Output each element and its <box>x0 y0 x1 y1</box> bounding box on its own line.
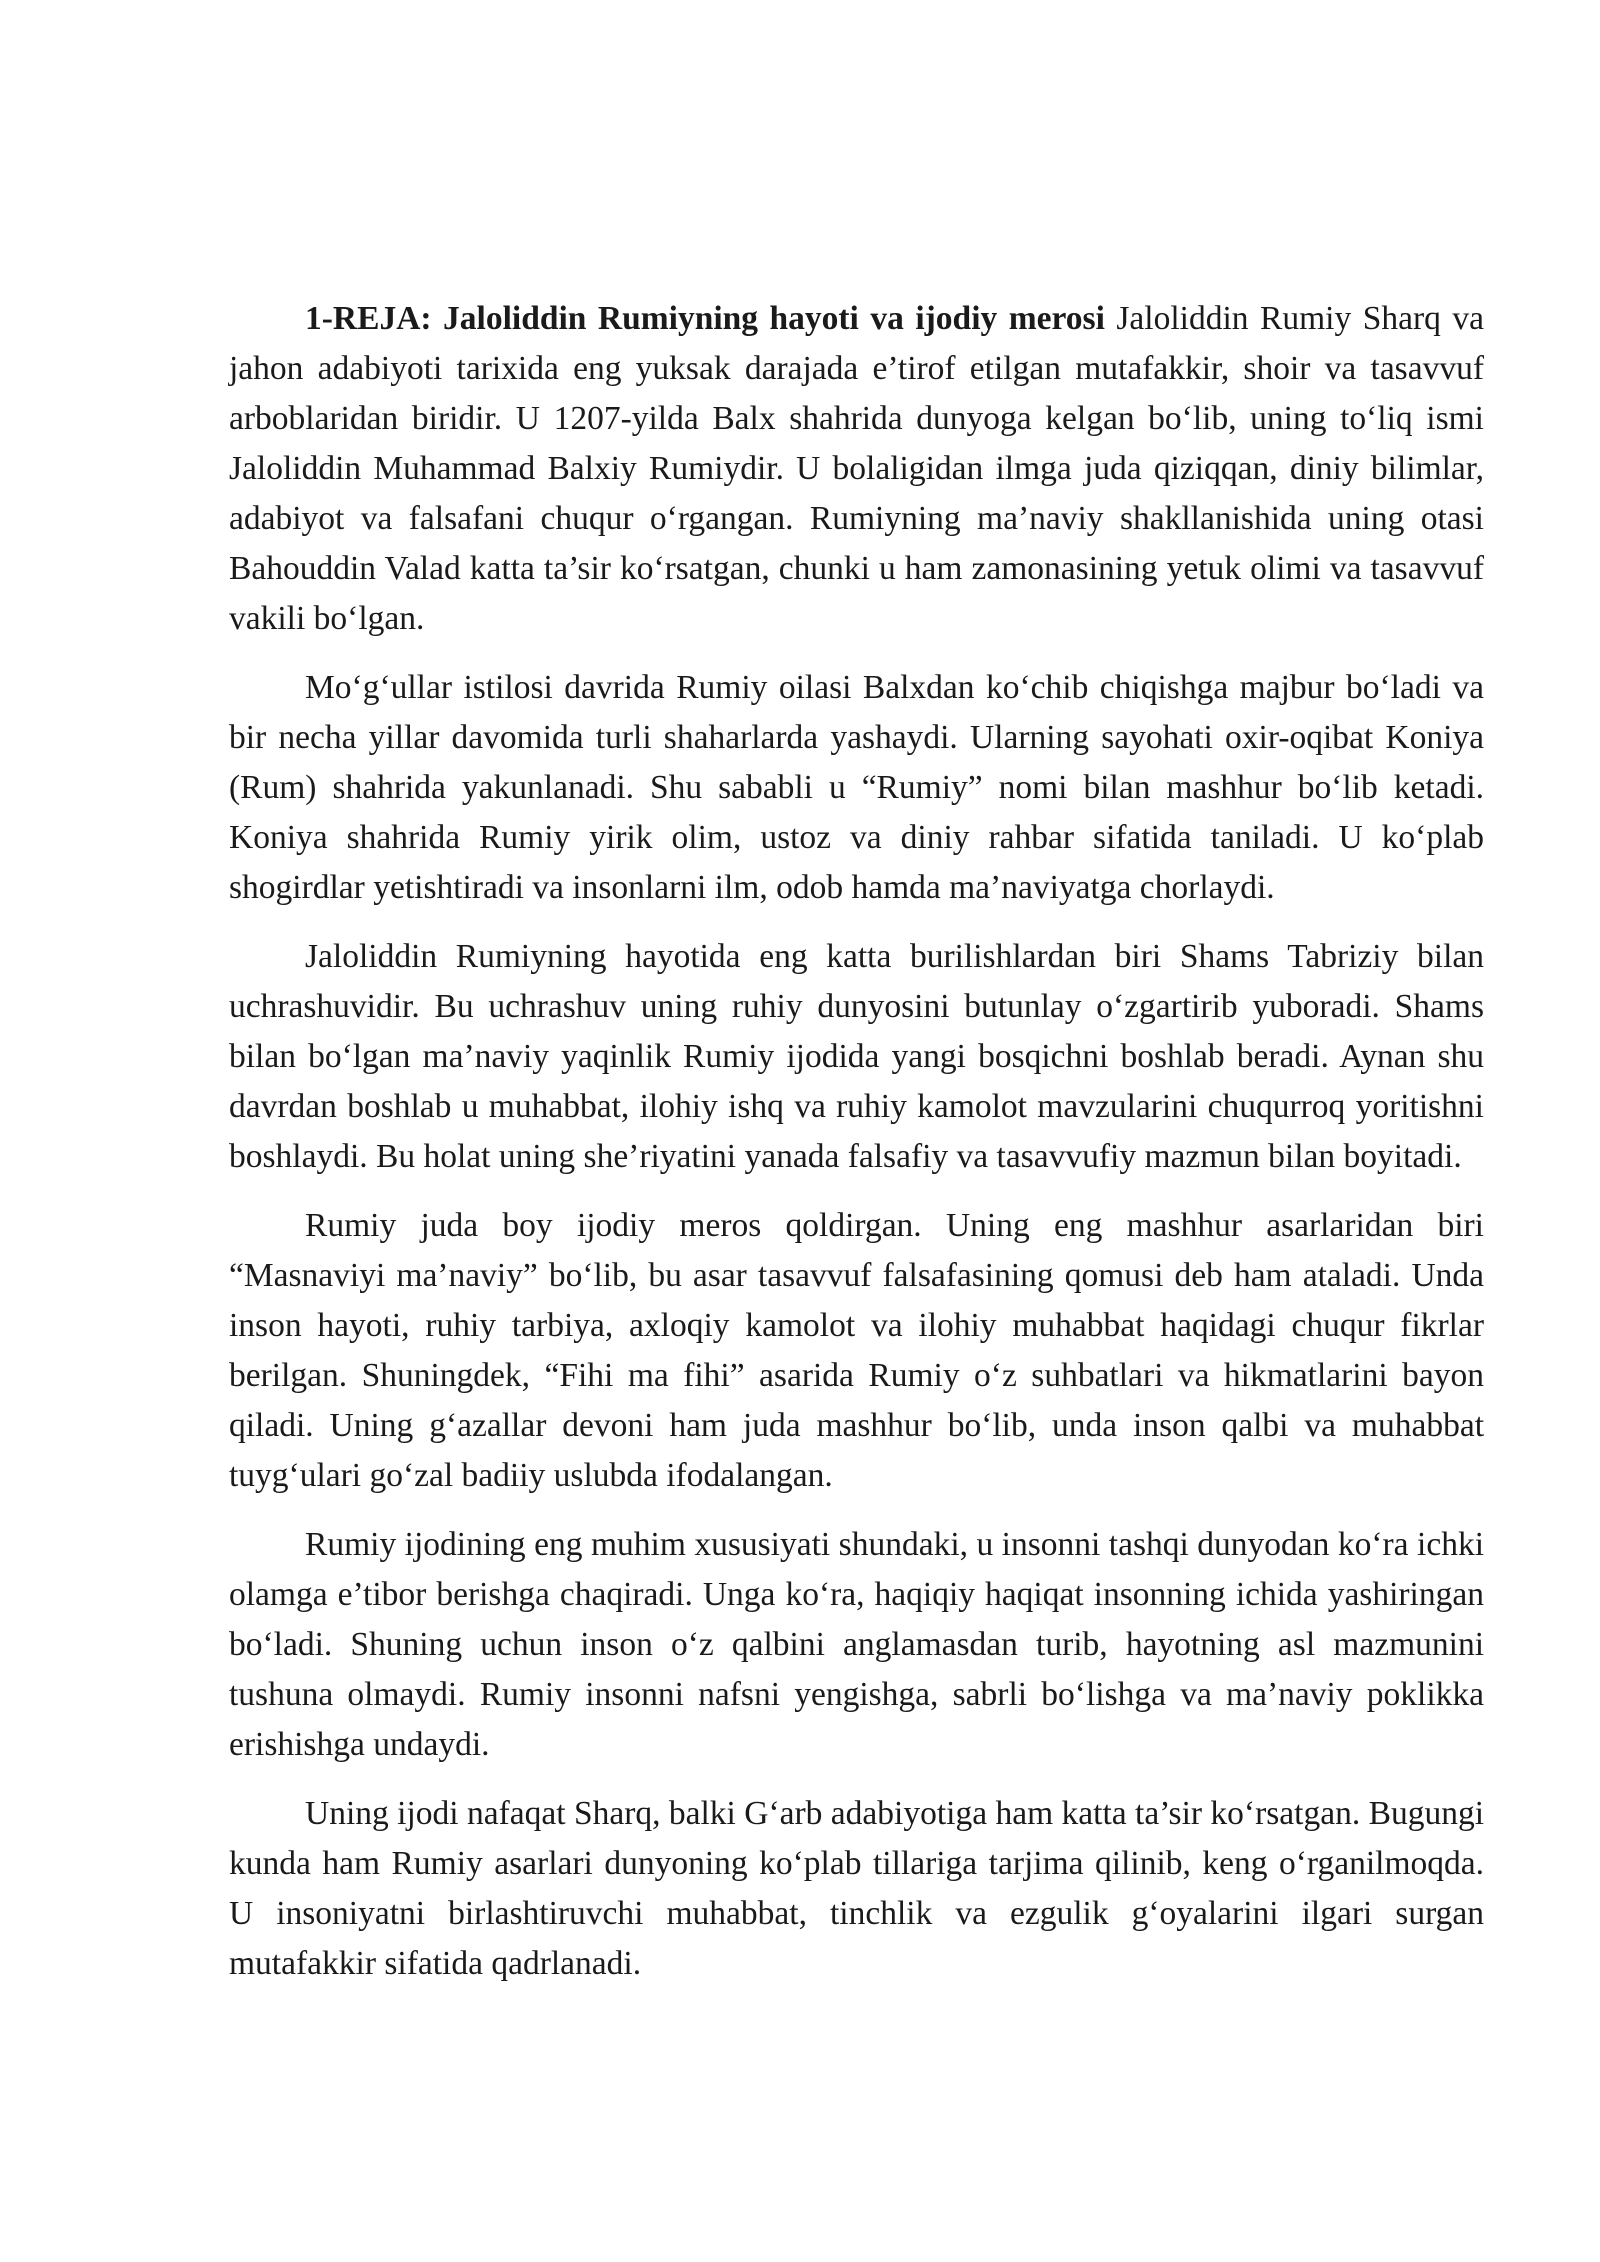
paragraph-1-text: Jaloliddin Rumiy Sharq va jahon adabiyoti tarixida eng yuksak darajada e’tirof etilgan mutafakkir, shoir va tasavvuf arboblaridan biridir. U 1207-yilda Balx shahrida dunyoga kelgan bo‘lib, uning to‘liq ismi Jaloliddin Muhammad Balxiy Rumiydir. U bolaligidan ilmga juda qiziqqan, diniy bilimlar, adabiyot va falsafani chuqur o‘rgangan. Rumiyning ma’naviy shakllanishida uning otasi Bahouddin Valad katta ta’sir ko‘rsatgan, chunki u ham zamonasining yetuk olimi va tasavvuf vakili bo‘lgan. <box>229 300 1485 637</box>
paragraph-3: Jaloliddin Rumiyning hayotida eng katta burilishlardan biri Shams Tabriziy bilan uchrashuvidir. Bu uchrashuv uning ruhiy dunyosini butunlay o‘zgartirib yuboradi. Shams bilan bo‘lgan ma’naviy yaqinlik Rumiy ijodida yangi bosqichni boshlab beradi. Aynan shu davrdan boshlab u muhabbat, ilohiy ishq va ruhiy kamolot mavzularini chuqurroq yoritishni boshlaydi. Bu holat uning she’riyatini yanada falsafiy va tasavvufiy mazmun bilan boyitadi. <box>229 938 1484 1175</box>
document-body <box>229 294 1484 2008</box>
paragraph-5: Rumiy ijodining eng muhim xususiyati shundaki, u insonni tashqi dunyodan ko‘ra ichki olamga e’tibor berishga chaqiradi. Unga ko‘ra, haqiqiy haqiqat insonning ichida yashiringan bo‘ladi. Shuning uchun inson o‘z qalbini anglamasdan turib, hayotning asl mazmunini tushuna olmaydi. Rumiy insonni nafsni yengishga, sabrli bo‘lishga va ma’naviy poklikka erishishga undaydi. <box>229 1526 1484 1763</box>
paragraph-6: Uning ijodi nafaqat Sharq, balki G‘arb adabiyotiga ham katta ta’sir ko‘rsatgan. Bugungi kunda ham Rumiy asarlari dunyoning ko‘plab tillariga tarjima qilinib, keng o‘rganilmoqda. U insoniyatni birlashtiruvchi muhabbat, tinchlik va ezgulik g‘oyalarini ilgari surgan mutafakkir sifatida qadrlanadi. <box>229 1795 1484 1982</box>
paragraph-1 <box>229 294 1484 644</box>
plan-heading: 1-REJA: Jaloliddin Rumiyning hayoti va ijodiy merosi <box>305 300 1105 337</box>
paragraph-2: Mo‘g‘ullar istilosi davrida Rumiy oilasi Balxdan ko‘chib chiqishga majbur bo‘ladi va bir necha yillar davomida turli shaharlarda yashaydi. Ularning sayohati oxir-oqibat Koniya (Rum) shahrida yakunlanadi. Shu sababli u “Rumiy” nomi bilan mashhur bo‘lib ketadi. Koniya shahrida Rumiy yirik olim, ustoz va diniy rahbar sifatida taniladi. U ko‘plab shogirdlar yetishtiradi va insonlarni ilm, odob hamda ma’naviyatga chorlaydi. <box>229 669 1484 906</box>
paragraph-4: Rumiy juda boy ijodiy meros qoldirgan. Uning eng mashhur asarlaridan biri “Masnaviyi ma’naviy” bo‘lib, bu asar tasavvuf falsafasining qomusi deb ham ataladi. Unda inson hayoti, ruhiy tarbiya, axloqiy kamolot va ilohiy muhabbat haqidagi chuqur fikrlar berilgan. Shuningdek, “Fihi ma fihi” asarida Rumiy o‘z suhbatlari va hikmatlarini bayon qiladi. Uning g‘azallar devoni ham juda mashhur bo‘lib, unda inson qalbi va muhabbat tuyg‘ulari go‘zal badiiy uslubda ifodalangan. <box>229 1207 1484 1494</box>
